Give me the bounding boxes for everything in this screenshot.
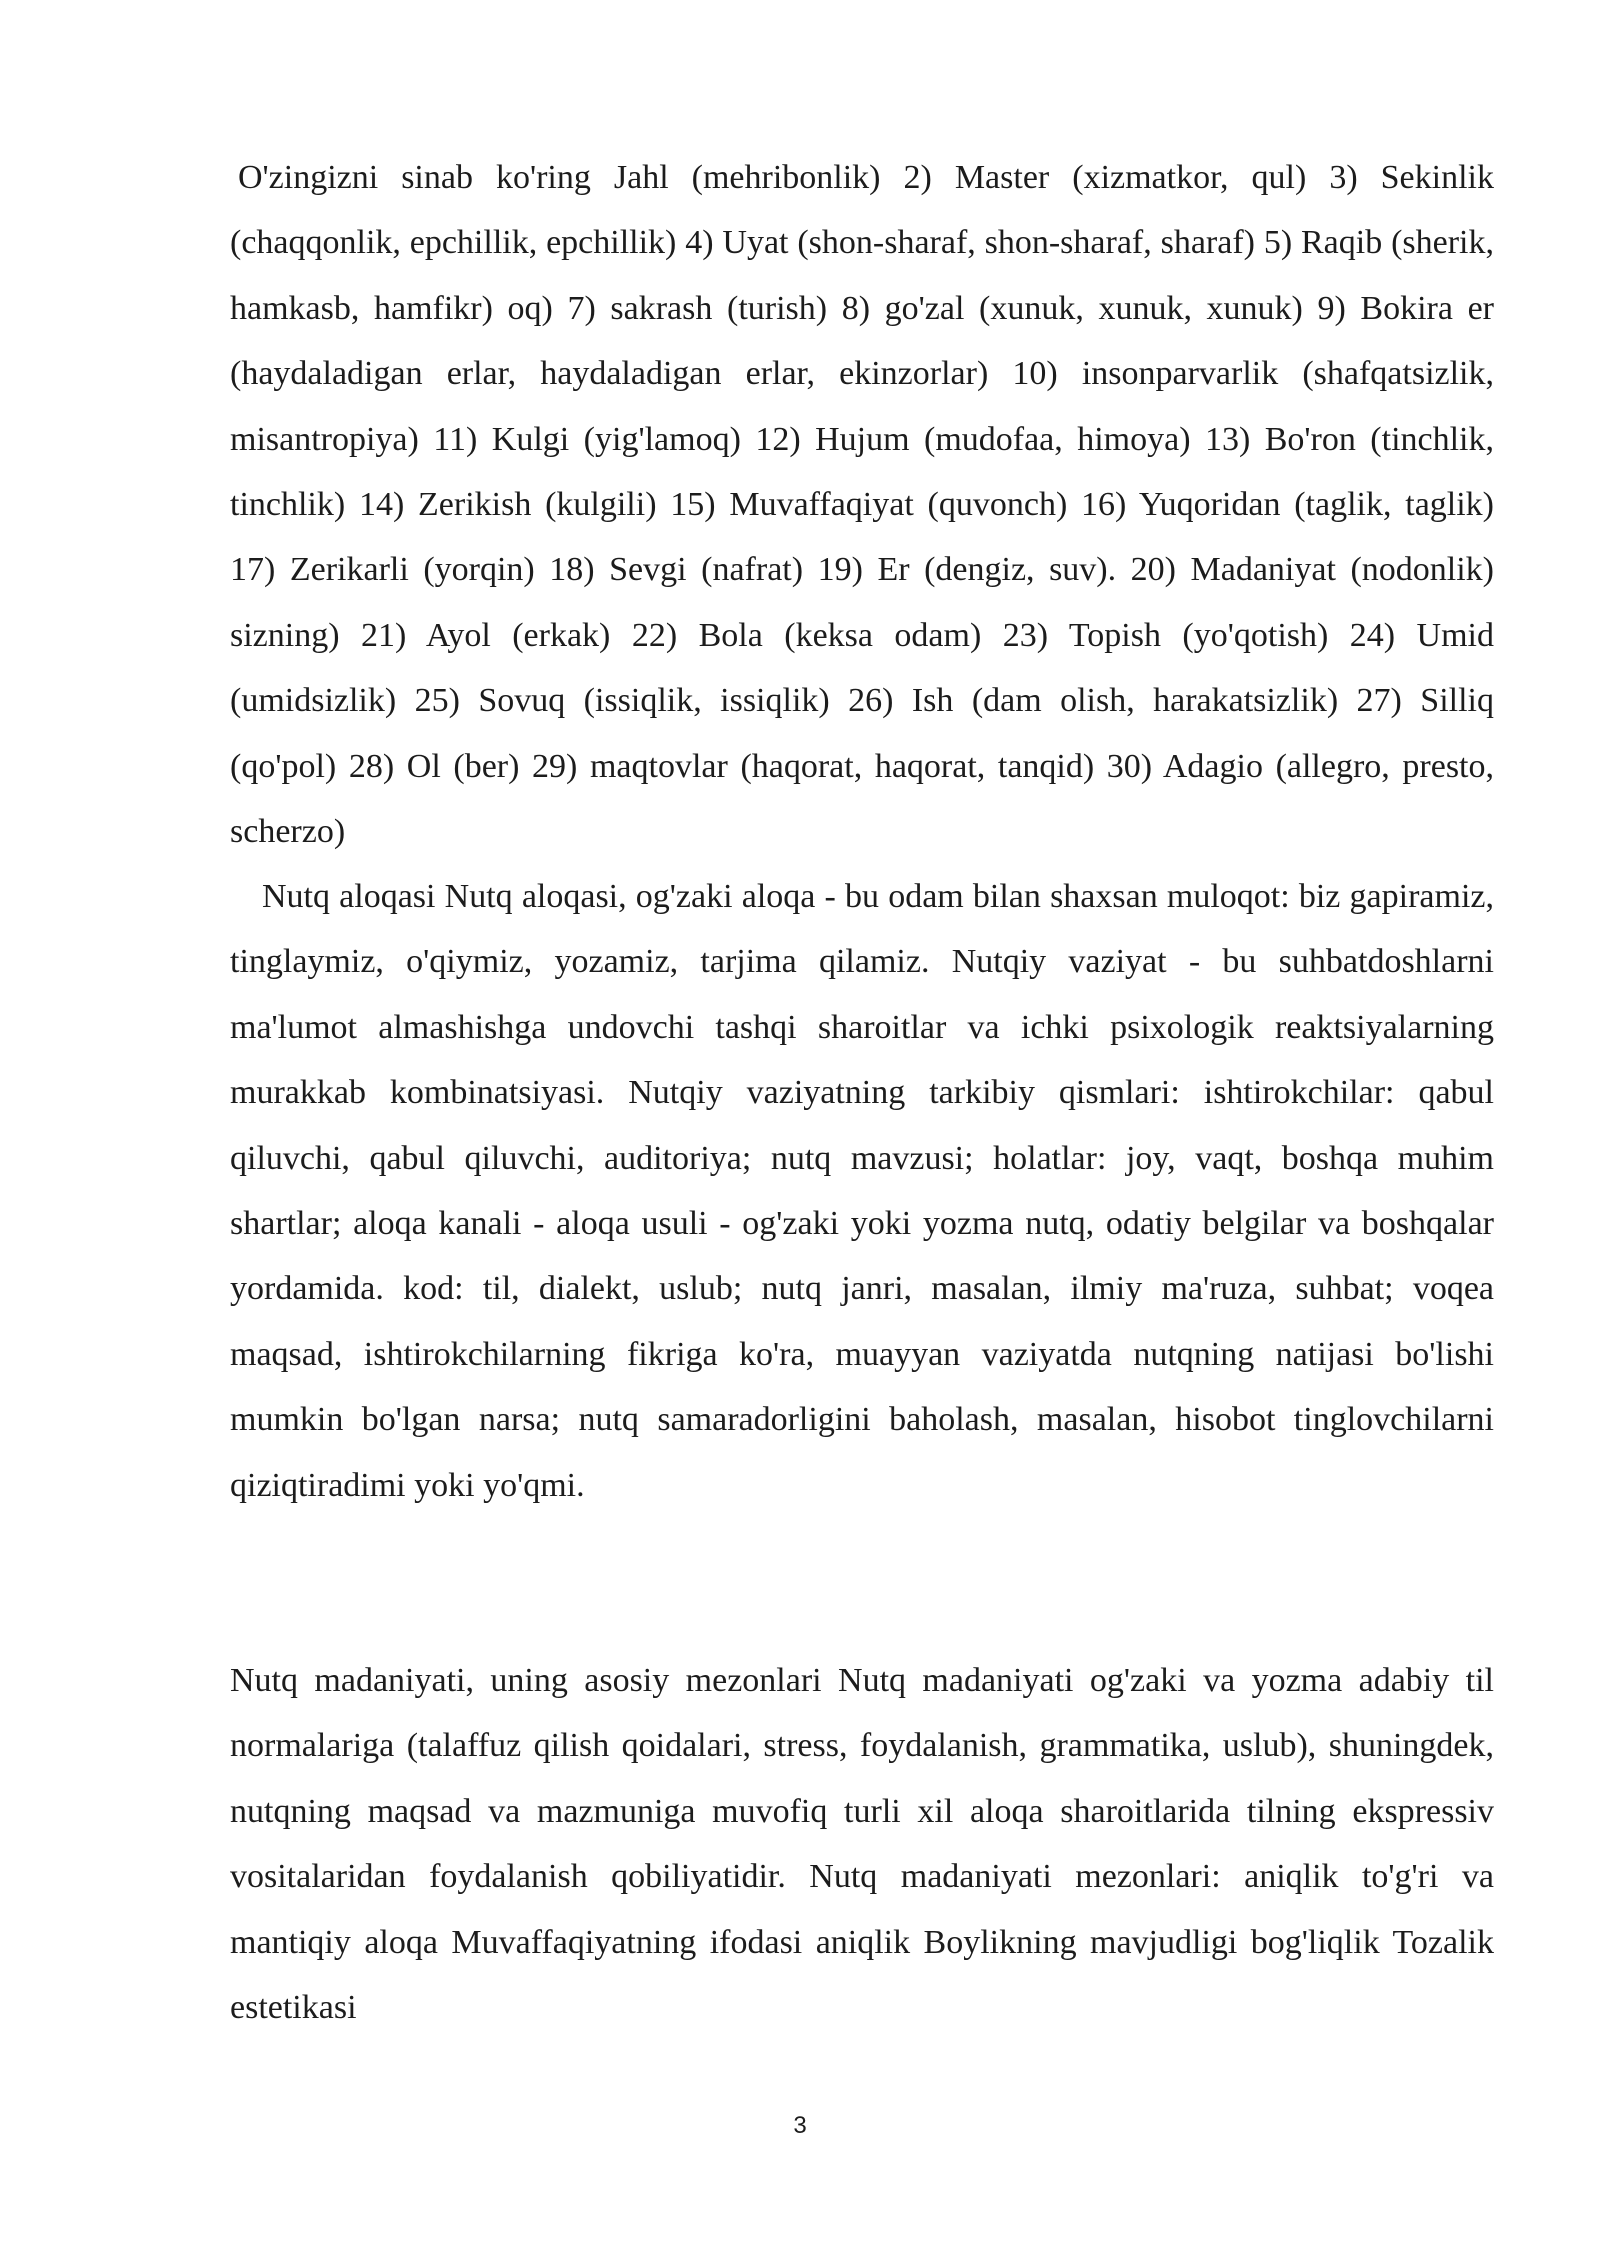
paragraph-speech-culture: Nutq madaniyati, uning asosiy mezonlari Nutq madaniyati og'zaki va yozma adabiy til normalariga (talaffuz qilish qoidalari, stress, foydalanish, grammatika, uslub), shuningdek, nutqning maqsad va mazmuniga muvofiq turli xil aloqa sharoitlarida tilning ekspressiv vositalaridan foydalanish qobiliyatidir. Nutq madaniyati mezonlari: aniqlik to'g'ri va mantiqiy aloqa Muvaffaqiyatning ifodasi aniqlik Boylikning mavjudligi bog'liqlik Tozalik estetikasi — [230, 1662, 1494, 2027]
paragraph-speech-communication: Nutq aloqasi Nutq aloqasi, og'zaki aloqa - bu odam bilan shaxsan muloqot: biz gapiramiz, tinglaymiz, o'qiymiz, yozamiz, tarjima qilamiz. Nutqiy vaziyat - bu suhbatdoshlarni ma'lumot almashishga undovchi tashqi sharoitlar va ichki psixologik reaktsiyalarning murakkab kombinatsiyasi. Nutqiy vaziyatning tarkibiy qismlari: ishtirokchilar: qabul qiluvchi, qabul qiluvchi, auditoriya; nutq mavzusi; holatlar: joy, vaqt, boshqa muhim shartlar; aloqa kanali - aloqa usuli - og'zaki yoki yozma nutq, odatiy belgilar va boshqalar yordamida. kod: til, dialekt, uslub; nutq janri, masalan, ilmiy ma'ruza, suhbat; voqea maqsad, ishtirokchilarning fikriga ko'ra, muayyan vaziyatda nutqning natijasi bo'lishi mumkin bo'lgan narsa; nutq samaradorligini baholash, masalan, hisobot tinglovchilarni qiziqtiradimi yoki yo'qmi. — [230, 878, 1494, 1504]
page-number: 3 — [793, 2112, 807, 2139]
paragraph-self-test: O'zingizni sinab ko'ring Jahl (mehribonlik) 2) Master (xizmatkor, qul) 3) Sekinlik (chaqqonlik, epchillik, epchillik) 4) Uyat (shon-sharaf, shon-sharaf, sharaf) 5) Raqib (sherik, hamkasb, hamfikr) oq) 7) sakrash (turish) 8) go'zal (xunuk, xunuk, xunuk) 9) Bokira er (haydaladigan erlar, haydaladigan erlar, ekinzorlar) 10) insonparvarlik (shafqatsizlik, misantropiya) 11) Kulgi (yig'lamoq) 12) Hujum (mudofaa, himoya) 13) Bo'ron (tinchlik, tinchlik) 14) Zerikish (kulgili) 15) Muvaffaqiyat (quvonch) 16) Yuqoridan (taglik, taglik) 17) Zerikarli (yorqin) 18) Sevgi (nafrat) 19) Er (dengiz, suv). 20) Madaniyat (nodonlik) sizning) 21) Ayol (erkak) 22) Bola (keksa odam) 23) Topish (yo'qotish) 24) Umid (umidsizlik) 25) Sovuq (issiqlik, issiqlik) 26) Ish (dam olish, harakatsizlik) 27) Silliq (qo'pol) 28) Ol (ber) 29) maqtovlar (haqorat, haqorat, tanqid) 30) Adagio (allegro, presto, scherzo) — [230, 159, 1494, 851]
